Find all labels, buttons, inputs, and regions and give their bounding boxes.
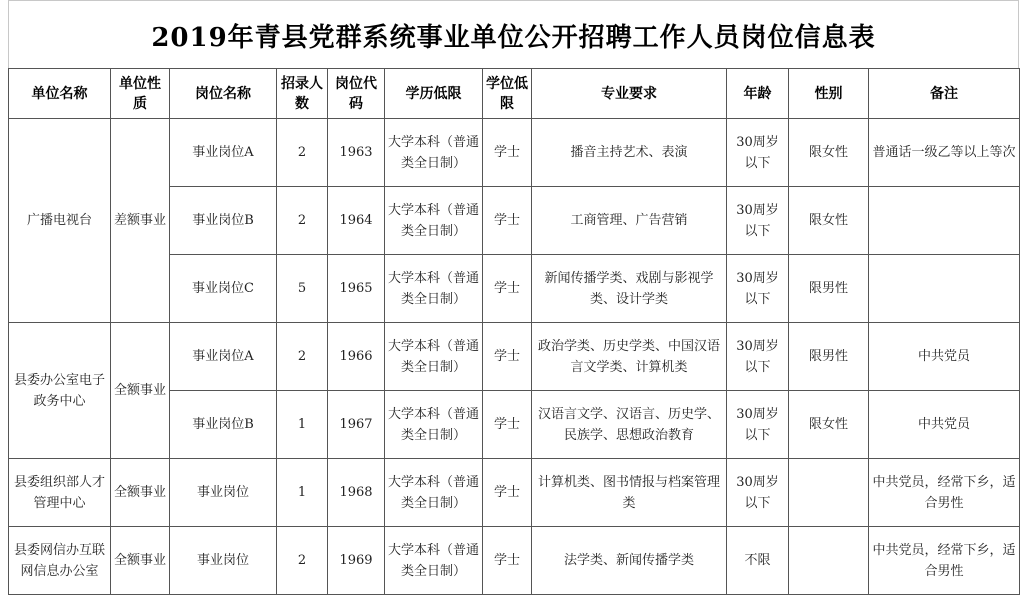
education-cell: 大学本科（普通类全日制） (385, 527, 483, 595)
post-name-cell: 事业岗位C (170, 255, 277, 323)
age-cell: 30周岁以下 (727, 391, 789, 459)
age-cell: 30周岁以下 (727, 323, 789, 391)
major-cell: 政治学类、历史学类、中国汉语言文学类、计算机类 (532, 323, 727, 391)
major-cell: 计算机类、图书情报与档案管理类 (532, 459, 727, 527)
education-cell: 大学本科（普通类全日制） (385, 255, 483, 323)
gender-cell (789, 459, 869, 527)
age-cell: 30周岁以下 (727, 255, 789, 323)
gender-cell: 限女性 (789, 119, 869, 187)
degree-cell: 学士 (483, 459, 532, 527)
header-major: 专业要求 (532, 69, 727, 119)
unit-nature-cell: 全额事业 (111, 527, 170, 595)
header-education: 学历低限 (385, 69, 483, 119)
unit-name-cell: 广播电视台 (9, 119, 111, 323)
post-code-cell: 1969 (328, 527, 385, 595)
degree-cell: 学士 (483, 527, 532, 595)
table-row (9, 459, 1020, 527)
major-cell: 播音主持艺术、表演 (532, 119, 727, 187)
major-cell: 工商管理、广告营销 (532, 187, 727, 255)
header-post-name: 岗位名称 (170, 69, 277, 119)
job-info-table (8, 68, 1020, 595)
age-cell: 30周岁以下 (727, 459, 789, 527)
remarks-cell: 中共党员，经常下乡，适合男性 (869, 527, 1020, 595)
education-cell: 大学本科（普通类全日制） (385, 459, 483, 527)
gender-cell (789, 527, 869, 595)
post-name-cell: 事业岗位A (170, 323, 277, 391)
gender-cell: 限男性 (789, 323, 869, 391)
count-cell: 2 (277, 527, 328, 595)
post-code-cell: 1965 (328, 255, 385, 323)
major-cell: 汉语言文学、汉语言、历史学、民族学、思想政治教育 (532, 391, 727, 459)
unit-nature-cell: 全额事业 (111, 323, 170, 459)
count-cell: 2 (277, 187, 328, 255)
gender-cell: 限女性 (789, 187, 869, 255)
remarks-cell: 中共党员 (869, 391, 1020, 459)
post-code-cell: 1963 (328, 119, 385, 187)
unit-name-cell: 县委办公室电子政务中心 (9, 323, 111, 459)
education-cell: 大学本科（普通类全日制） (385, 187, 483, 255)
count-cell: 2 (277, 119, 328, 187)
header-count: 招录人数 (277, 69, 328, 119)
count-cell: 2 (277, 323, 328, 391)
remarks-cell: 中共党员，经常下乡，适合男性 (869, 459, 1020, 527)
post-name-cell: 事业岗位B (170, 187, 277, 255)
degree-cell: 学士 (483, 323, 532, 391)
remarks-cell: 普通话一级乙等以上等次 (869, 119, 1020, 187)
degree-cell: 学士 (483, 255, 532, 323)
remarks-cell (869, 187, 1020, 255)
header-row (9, 69, 1020, 119)
major-cell: 新闻传播学类、戏剧与影视学类、设计学类 (532, 255, 727, 323)
degree-cell: 学士 (483, 391, 532, 459)
header-unit-nature: 单位性质 (111, 69, 170, 119)
unit-nature-cell: 差额事业 (111, 119, 170, 323)
gender-cell: 限男性 (789, 255, 869, 323)
education-cell: 大学本科（普通类全日制） (385, 391, 483, 459)
post-name-cell: 事业岗位 (170, 459, 277, 527)
major-cell: 法学类、新闻传播学类 (532, 527, 727, 595)
count-cell: 1 (277, 391, 328, 459)
header-unit-name: 单位名称 (9, 69, 111, 119)
gender-cell: 限女性 (789, 391, 869, 459)
education-cell: 大学本科（普通类全日制） (385, 119, 483, 187)
age-cell: 30周岁以下 (727, 187, 789, 255)
count-cell: 5 (277, 255, 328, 323)
table-row (9, 323, 1020, 391)
post-code-cell: 1964 (328, 187, 385, 255)
unit-name-cell: 县委网信办互联网信息办公室 (9, 527, 111, 595)
remarks-cell: 中共党员 (869, 323, 1020, 391)
header-gender: 性别 (789, 69, 869, 119)
post-code-cell: 1967 (328, 391, 385, 459)
table-title: 2019年青县党群系统事业单位公开招聘工作人员岗位信息表 (8, 0, 1019, 69)
education-cell: 大学本科（普通类全日制） (385, 323, 483, 391)
post-name-cell: 事业岗位A (170, 119, 277, 187)
header-degree: 学位低限 (483, 69, 532, 119)
remarks-cell (869, 255, 1020, 323)
post-name-cell: 事业岗位B (170, 391, 277, 459)
post-code-cell: 1966 (328, 323, 385, 391)
post-code-cell: 1968 (328, 459, 385, 527)
table-row (9, 119, 1020, 187)
table-row (9, 527, 1020, 595)
unit-name-cell: 县委组织部人才管理中心 (9, 459, 111, 527)
header-age: 年龄 (727, 69, 789, 119)
header-post-code: 岗位代码 (328, 69, 385, 119)
degree-cell: 学士 (483, 187, 532, 255)
header-remarks: 备注 (869, 69, 1020, 119)
age-cell: 30周岁以下 (727, 119, 789, 187)
post-name-cell: 事业岗位 (170, 527, 277, 595)
degree-cell: 学士 (483, 119, 532, 187)
unit-nature-cell: 全额事业 (111, 459, 170, 527)
age-cell: 不限 (727, 527, 789, 595)
count-cell: 1 (277, 459, 328, 527)
